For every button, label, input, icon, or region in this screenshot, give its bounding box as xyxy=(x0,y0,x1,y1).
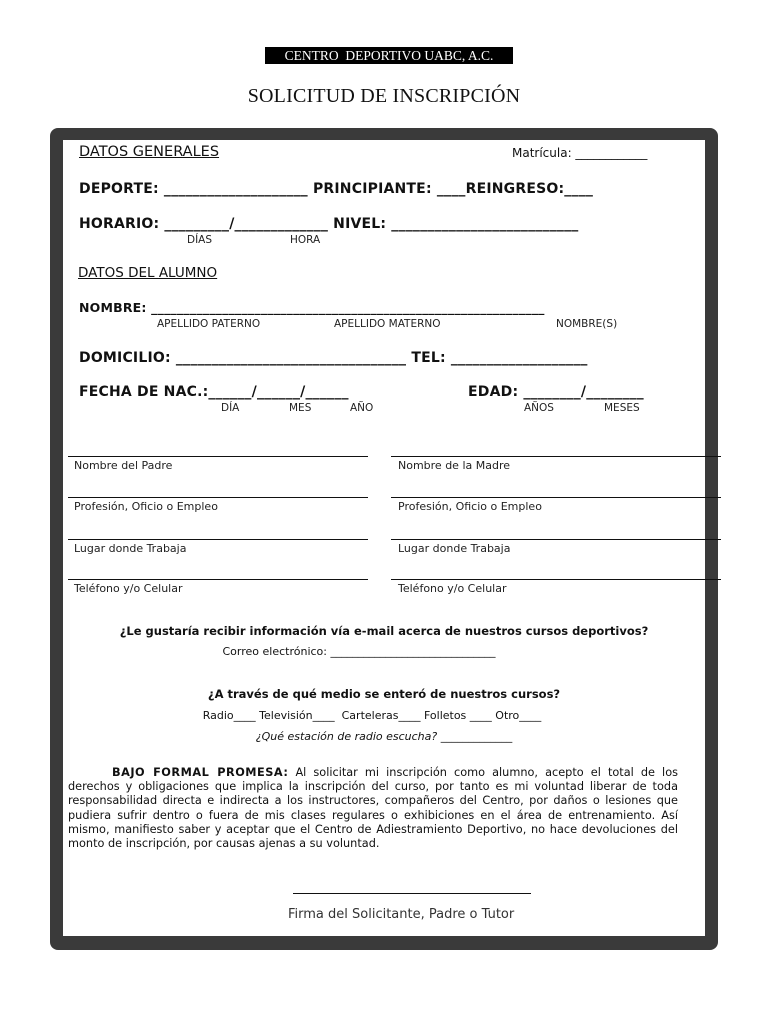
mes-label: MES xyxy=(289,402,312,414)
deporte-line[interactable]: DEPORTE: ____________________ PRINCIPIANTE: ____REINGRESO:____ xyxy=(79,181,594,197)
matricula-field[interactable]: Matrícula: ____________ xyxy=(512,146,648,160)
form-title: SOLICITUD DE INSCRIPCIÓN xyxy=(247,85,521,107)
radio-station-field[interactable]: ¿Qué estación de radio escucha? _____________ xyxy=(255,730,513,743)
email-question: ¿Le gustaría recibir información vía e-mail acerca de nuestros cursos deportivos? xyxy=(119,624,649,638)
nombres-label: NOMBRE(S) xyxy=(556,318,618,330)
promise-body: Al solicitar mi inscripción como alumno, acepto el total de los derechos y obligaciones que implica la inscripción del curso, por tanto es mi voluntad liberar de toda responsabilidad directa e indirecta a los instructores, compañeros del Centro, por daños o lesiones que pudiera sufrir dentro o fuera de mis clases regulares o exhibiciones en el área de entrenamiento. Así mismo, manifiesto saber y aceptar que el Centro de Adiestramiento Deportivo, no hace devoluciones del monto de inscripción, por causas ajenas a su voluntad. xyxy=(68,766,678,851)
hora-label: HORA xyxy=(290,234,321,246)
formal-promise-text xyxy=(68,766,678,851)
mother-workplace-label: Lugar donde Trabaja xyxy=(398,542,511,555)
promise-lead: BAJO FORMAL PROMESA: xyxy=(112,766,289,779)
mother-phone-line[interactable] xyxy=(391,579,721,580)
horario-line[interactable]: HORARIO: _________/_____________ NIVEL: __________________________ xyxy=(79,216,579,232)
media-question: ¿A través de qué medio se enteró de nuestros cursos? xyxy=(207,687,561,701)
father-name-line[interactable] xyxy=(68,456,368,457)
meses-label: MESES xyxy=(604,402,640,414)
anio-label: AÑO xyxy=(350,402,374,414)
domicilio-line[interactable]: DOMICILIO: ________________________________ TEL: ___________________ xyxy=(79,350,588,366)
signature-line[interactable] xyxy=(293,893,531,894)
section-title-student: DATOS DEL ALUMNO xyxy=(78,265,218,281)
anios-label: AÑOS xyxy=(524,402,554,414)
father-occupation-line[interactable] xyxy=(68,497,368,498)
mother-phone-label: Teléfono y/o Celular xyxy=(398,582,507,595)
dia-label: DÍA xyxy=(221,402,240,414)
father-workplace-line[interactable] xyxy=(68,539,368,540)
father-phone-label: Teléfono y/o Celular xyxy=(74,582,183,595)
organization-banner: CENTRO DEPORTIVO UABC, A.C. xyxy=(265,47,513,64)
mother-workplace-line[interactable] xyxy=(391,539,721,540)
email-field[interactable]: Correo electrónico: ______________________________ xyxy=(222,645,496,658)
mother-name-line[interactable] xyxy=(391,456,721,457)
father-name-label: Nombre del Padre xyxy=(74,459,173,472)
mother-occupation-label: Profesión, Oficio o Empleo xyxy=(398,500,542,513)
mother-name-label: Nombre de la Madre xyxy=(398,459,511,472)
section-title-general: DATOS GENERALES xyxy=(79,144,220,160)
signature-label: Firma del Solicitante, Padre o Tutor xyxy=(288,907,515,922)
dias-label: DÍAS xyxy=(187,234,213,246)
father-phone-line[interactable] xyxy=(68,579,368,580)
father-workplace-label: Lugar donde Trabaja xyxy=(74,542,187,555)
apellido-paterno-label: APELLIDO PATERNO xyxy=(157,318,261,330)
apellido-materno-label: APELLIDO MATERNO xyxy=(334,318,441,330)
mother-occupation-line[interactable] xyxy=(391,497,721,498)
edad-line[interactable]: EDAD: ________/________ xyxy=(468,384,644,400)
father-occupation-label: Profesión, Oficio o Empleo xyxy=(74,500,218,513)
media-options[interactable]: Radio____ Televisión____ Carteleras____ Folletos ____ Otro____ xyxy=(202,709,542,722)
fecha-nacimiento-line[interactable]: FECHA DE NAC.:______/______/______ xyxy=(79,384,349,400)
nombre-line[interactable]: NOMBRE: _____________________________________________________________ xyxy=(79,300,545,315)
